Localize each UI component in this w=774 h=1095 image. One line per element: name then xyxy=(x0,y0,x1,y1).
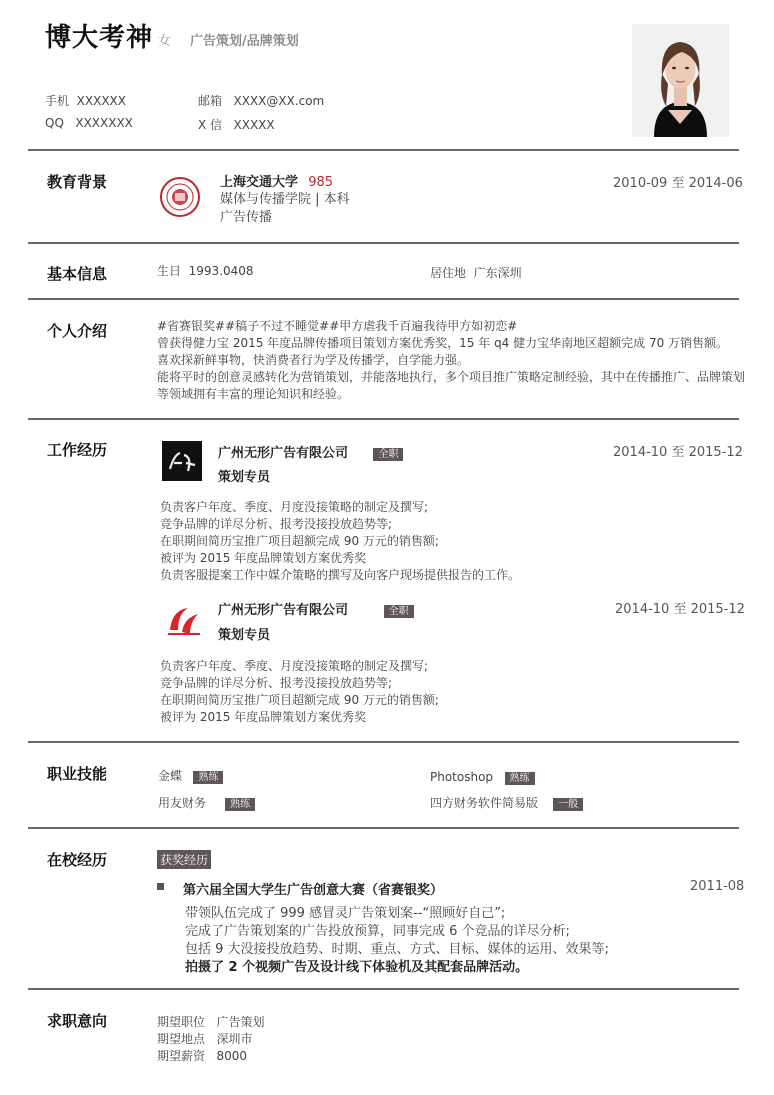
skill-item xyxy=(158,795,255,812)
job-line: 在职期间简历宝推广项目超额完成 90 万元的销售额; xyxy=(160,693,439,707)
skill-level: 熟练 xyxy=(505,772,535,785)
intention-row xyxy=(157,1048,264,1065)
job-type-tag: 全职 xyxy=(373,448,403,461)
intention-label: 期望职位 xyxy=(157,1015,206,1029)
seal-icon xyxy=(160,177,200,217)
job-date: 2014-10 至 2015-12 xyxy=(615,602,745,617)
divider xyxy=(28,298,739,300)
divider xyxy=(28,988,739,990)
skill-name: 四方财务软件简易版 xyxy=(430,796,539,810)
intention-label: 期望薪资 xyxy=(157,1049,206,1063)
skill-name: 用友财务 xyxy=(158,796,207,810)
skill-name: 金蝶 xyxy=(158,769,183,783)
campus-line: 完成了广告策划案的广告投放预算，同事完成 6 个竞品的详尽分析; xyxy=(185,924,570,939)
bullet-icon xyxy=(157,883,164,890)
divider xyxy=(28,827,739,829)
campus-date: 2011-08 xyxy=(690,879,745,894)
birth-row xyxy=(157,263,254,280)
section-title-education: 教育背景 xyxy=(47,173,108,191)
gender: 女 xyxy=(158,34,172,49)
major: 广告传播 xyxy=(220,210,273,225)
divider xyxy=(28,418,739,420)
job-description xyxy=(160,658,439,726)
target-position: 广告策划/品牌策划 xyxy=(190,34,299,49)
section-title-intention: 求职意向 xyxy=(47,1012,108,1030)
school-name: 上海交通大学 xyxy=(220,175,299,190)
job-line: 负责客户年度、季度、月度没接策略的制定及撰写; xyxy=(160,500,429,514)
section-title-work: 工作经历 xyxy=(47,441,108,459)
intro-line: 能将平时的创意灵感转化为营销策划，并能落地执行，多个项目推广策略定制经验，其中在传播推广、品牌策划 xyxy=(157,370,746,384)
calligraphy-logo-icon xyxy=(162,441,202,481)
portrait-image xyxy=(632,24,729,137)
college-degree: 媒体与传播学院 | 本科 xyxy=(220,192,350,207)
intention-list xyxy=(157,1014,264,1065)
birth-label: 生日 xyxy=(157,264,182,278)
intention-row xyxy=(157,1031,264,1048)
location-label: 居住地 xyxy=(430,266,467,280)
company-name: 广州无形广告有限公司 xyxy=(218,603,349,618)
company-logo xyxy=(162,441,202,481)
skill-level: 熟练 xyxy=(193,771,223,784)
job-description xyxy=(160,499,520,584)
job-type-tag: 全职 xyxy=(384,605,414,618)
candidate-name: 博大考神 xyxy=(45,23,154,53)
skill-item xyxy=(430,795,583,812)
email-value: XXXX@XX.com xyxy=(233,94,325,108)
job-line: 竞争品牌的详尽分析、报考没接投放趋势等; xyxy=(160,676,393,690)
education-date: 2010-09 至 2014-06 xyxy=(613,176,743,191)
qq-row xyxy=(45,116,133,130)
campus-description xyxy=(185,905,609,977)
job-line: 在职期间简历宝推广项目超额完成 90 万元的销售额; xyxy=(160,534,439,548)
intention-value: 深圳市 xyxy=(216,1032,253,1046)
skill-item xyxy=(430,769,535,786)
birth-value: 1993.0408 xyxy=(188,264,254,278)
campus-event: 第六届全国大学生广告创意大赛（省赛银奖） xyxy=(183,883,444,898)
phone-value: XXXXXX xyxy=(76,94,126,108)
email-row xyxy=(198,92,324,109)
intro-line: 等领域拥有丰富的理论知识和经验。 xyxy=(157,387,350,401)
school-row xyxy=(220,171,333,190)
company-logo xyxy=(164,600,204,640)
section-title-skills: 职业技能 xyxy=(47,765,108,783)
wechat-row xyxy=(198,116,275,133)
section-title-basic: 基本信息 xyxy=(47,265,108,283)
intention-value: 8000 xyxy=(216,1049,248,1063)
intention-value: 广告策划 xyxy=(216,1015,265,1029)
section-title-campus: 在校经历 xyxy=(47,851,108,869)
company-name: 广州无形广告有限公司 xyxy=(218,446,349,461)
divider xyxy=(28,242,739,244)
job-line: 竞争品牌的详尽分析、报考没接投放趋势等; xyxy=(160,517,393,531)
intention-label: 期望地点 xyxy=(157,1032,206,1046)
section-title-intro: 个人介绍 xyxy=(47,322,108,340)
intro-line: 喜欢探新鲜事物，快消费者行为学及传播学，自学能力强。 xyxy=(157,353,470,367)
intro-line: #省赛银奖##稿子不过不睡觉##甲方虐我千百遍我待甲方如初恋# xyxy=(157,319,518,333)
job-position: 策划专员 xyxy=(218,470,271,485)
university-logo xyxy=(160,177,200,217)
campus-line: 包括 9 大没接投放趋势、时期、重点、方式、目标、媒体的运用、效果等; xyxy=(185,942,609,957)
school-badge: 985 xyxy=(308,175,334,190)
intro-text xyxy=(157,318,745,403)
campus-line: 带领队伍完成了 999 感冒灵广告策划案--“照顾好自己”; xyxy=(185,906,506,921)
job-position: 策划专员 xyxy=(218,628,271,643)
skill-level: 熟练 xyxy=(225,798,255,811)
profile-photo xyxy=(632,24,729,137)
location-value: 广东深圳 xyxy=(473,266,522,280)
location-row xyxy=(430,265,522,282)
red-swoosh-logo-icon xyxy=(164,600,204,640)
job-line: 负责客户年度、季度、月度没接策略的制定及撰写; xyxy=(160,659,429,673)
phone-row xyxy=(45,92,126,109)
job-line: 被评为 2015 年度品牌策划方案优秀奖 xyxy=(160,710,367,724)
email-label: 邮箱 xyxy=(198,94,223,108)
qq-value: XXXXXXX xyxy=(75,116,133,130)
job-line: 被评为 2015 年度品牌策划方案优秀奖 xyxy=(160,551,367,565)
campus-line-bold: 拍摄了 2 个视频广告及设计线下体验机及其配套品牌活动。 xyxy=(185,960,529,975)
skill-item xyxy=(158,768,223,785)
wechat-value: XXXXX xyxy=(233,118,275,132)
intention-row xyxy=(157,1014,264,1031)
phone-label: 手机 xyxy=(45,94,70,108)
job-line: 负责客服提案工作中媒介策略的撰写及向客户现场提供报告的工作。 xyxy=(160,568,521,582)
skill-level: 一般 xyxy=(553,798,583,811)
job-header xyxy=(218,599,414,618)
job-date: 2014-10 至 2015-12 xyxy=(613,445,743,460)
intro-line: 曾获得健力宝 2015 年度品牌传播项目策划方案优秀奖，15 年 q4 健力宝华南地区超额完成 70 万销售额。 xyxy=(157,336,729,350)
qq-label: QQ xyxy=(45,116,64,130)
divider xyxy=(28,149,739,151)
skill-name: Photoshop xyxy=(430,770,494,784)
job-header xyxy=(218,442,403,461)
divider xyxy=(28,741,739,743)
wechat-label: X 信 xyxy=(198,118,223,132)
campus-tag: 获奖经历 xyxy=(157,850,211,869)
